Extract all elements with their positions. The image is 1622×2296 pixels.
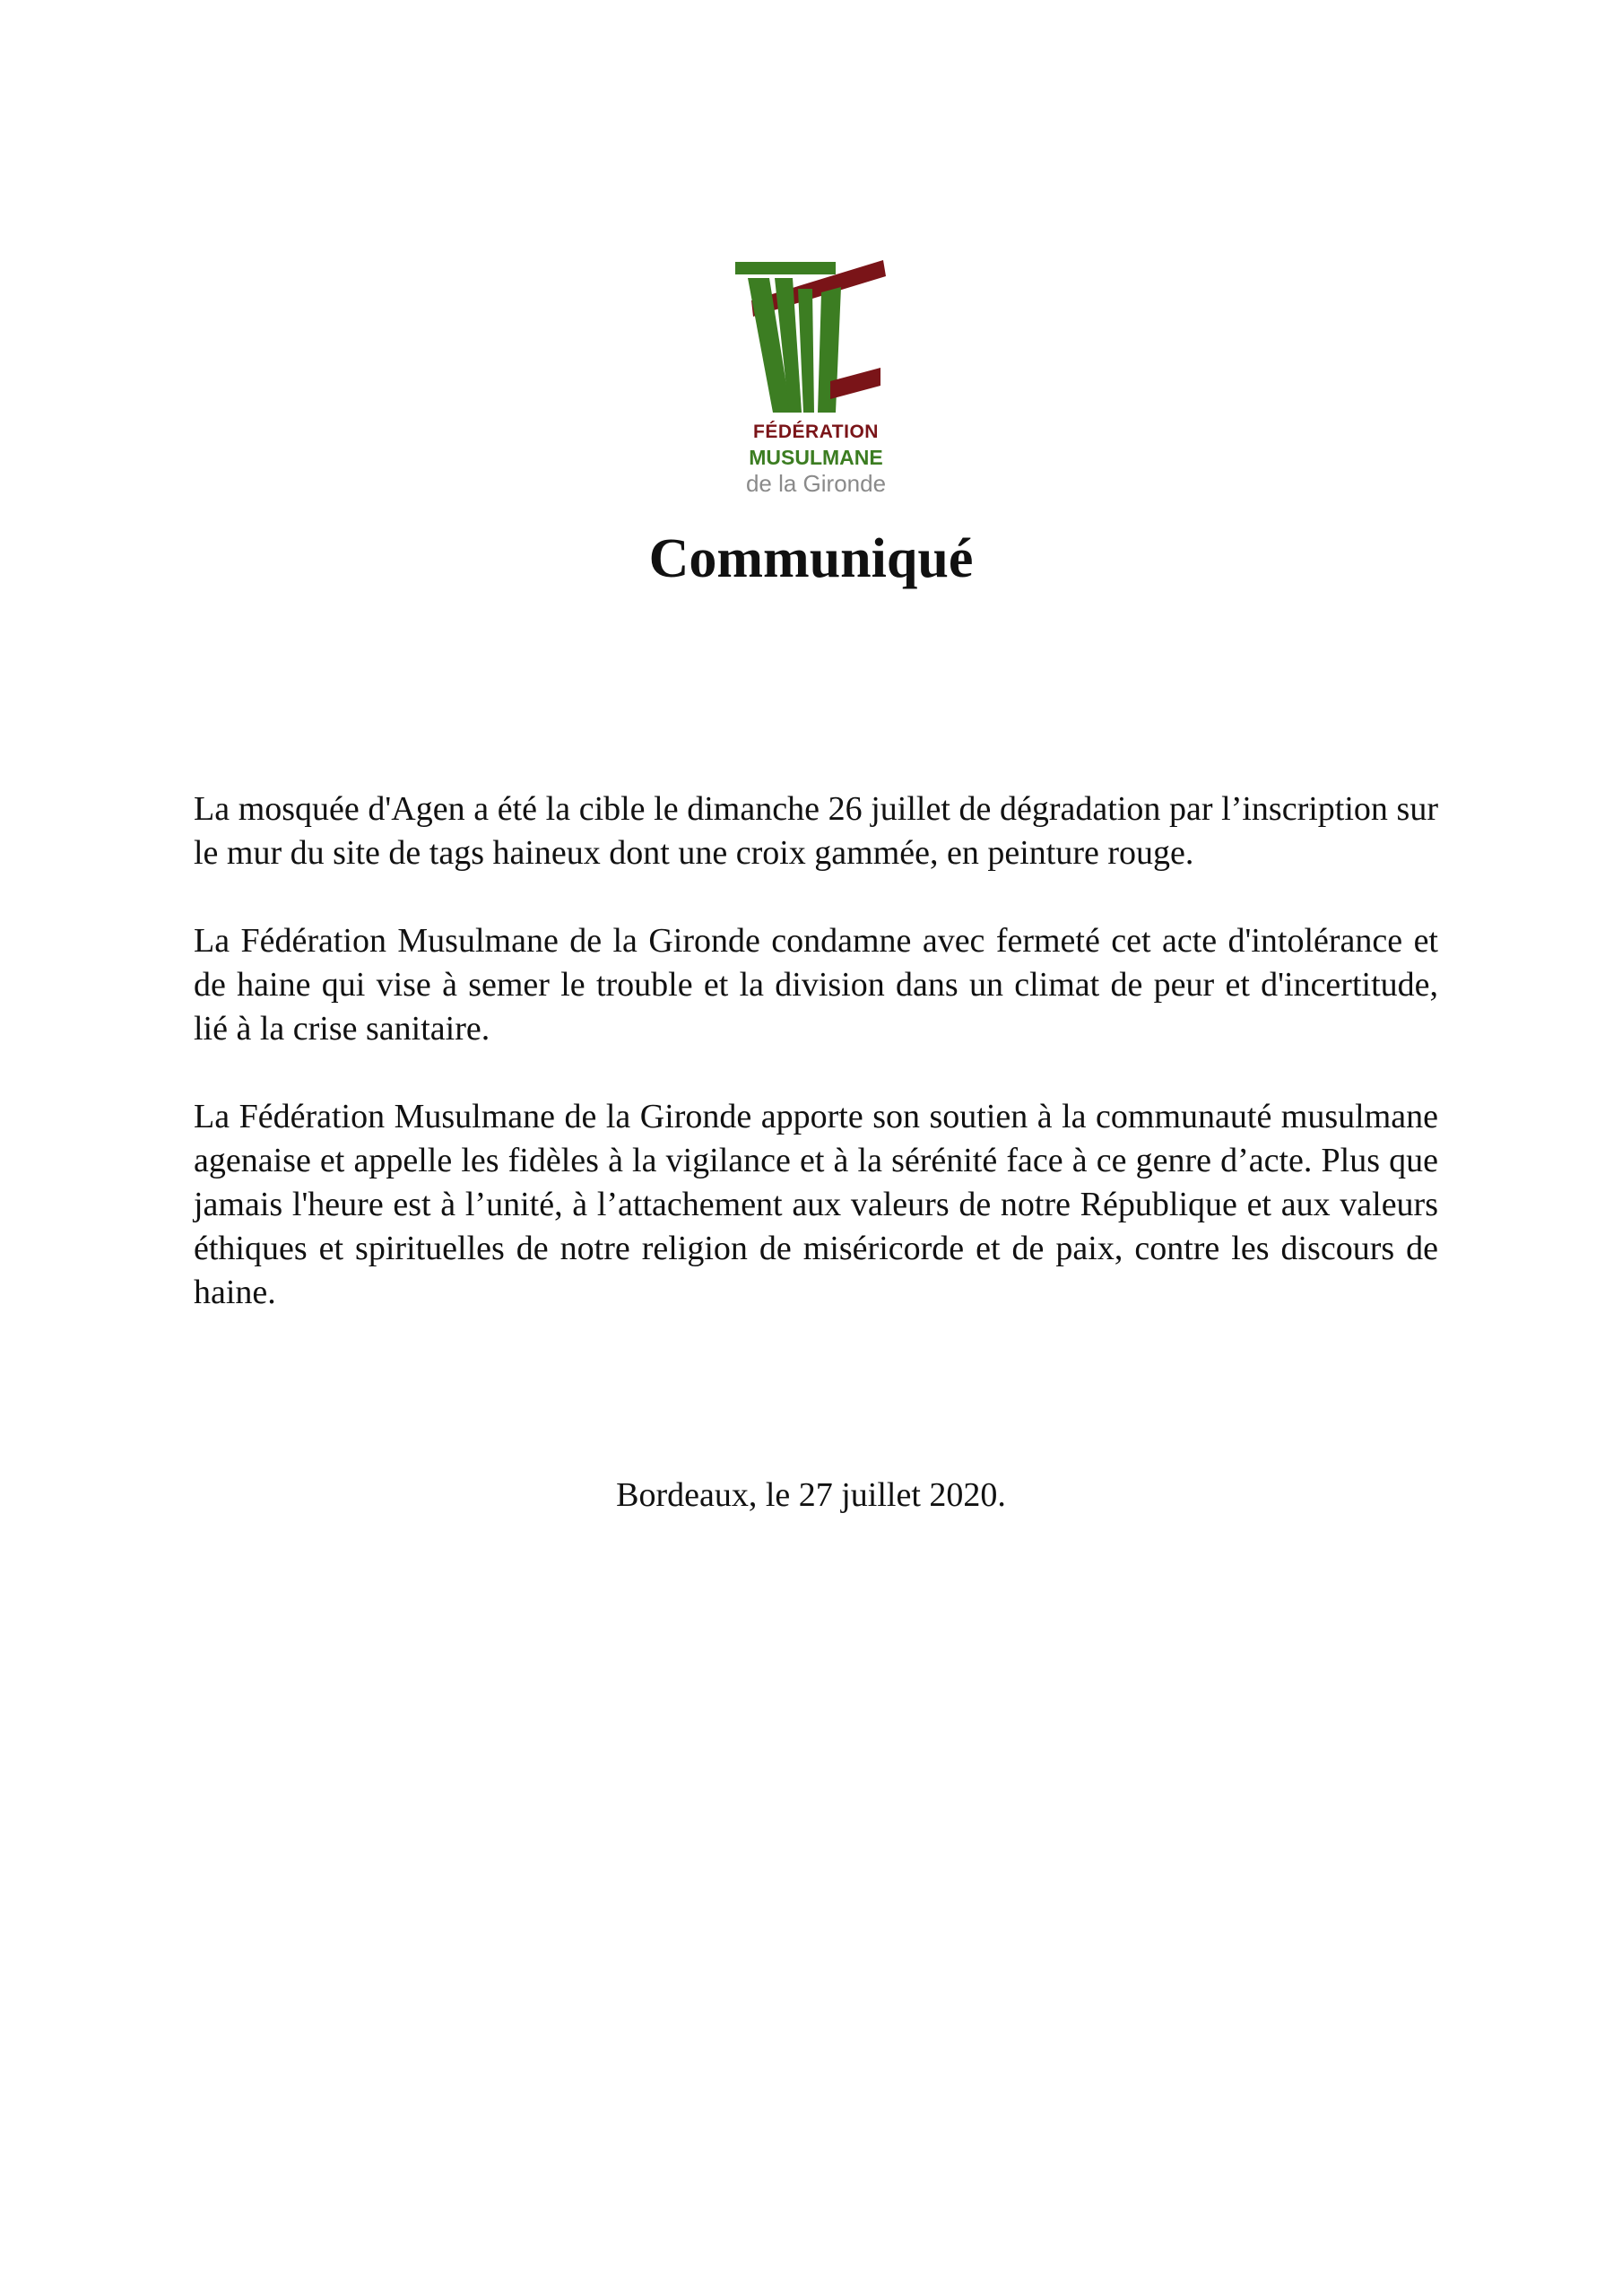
paragraph-1: La mosquée d'Agen a été la cible le dimanche 26 juillet de dégradation par l’inscription sur le mur du site de tags haineux dont une croix gammée, en peinture rouge. [194, 790, 1438, 872]
paragraph-3: La Fédération Musulmane de la Gironde apporte son soutien à la communauté musulmane agenaise et appelle les fidèles à la vigilance et à la sérénité face à ce genre d’acte. Plus que jamais l'heure est à l’unité, à l’attachement aux valeurs de notre République et aux valeurs éthiques et spirituelles de notre religion de miséricorde et de paix, contre les discours de haine. [194, 1098, 1438, 1311]
federation-logo [726, 251, 906, 502]
logo-line-musulmane: MUSULMANE [749, 446, 883, 469]
paragraph-2: La Fédération Musulmane de la Gironde condamne avec fermeté cet acte d'intolérance et de haine qui vise à semer le trouble et la division dans un climat de peur et d'incertitude, lié à la crise sanitaire. [194, 922, 1438, 1048]
logo-line-federation: FÉDÉRATION [753, 422, 879, 442]
place-date-signoff: Bordeaux, le 27 juillet 2020. [616, 1476, 1006, 1514]
document-title: Communiqué [648, 528, 974, 589]
document-body [194, 787, 1438, 1359]
logo-line-gironde: de la Gironde [745, 470, 887, 497]
columns-logo-icon [735, 251, 897, 417]
